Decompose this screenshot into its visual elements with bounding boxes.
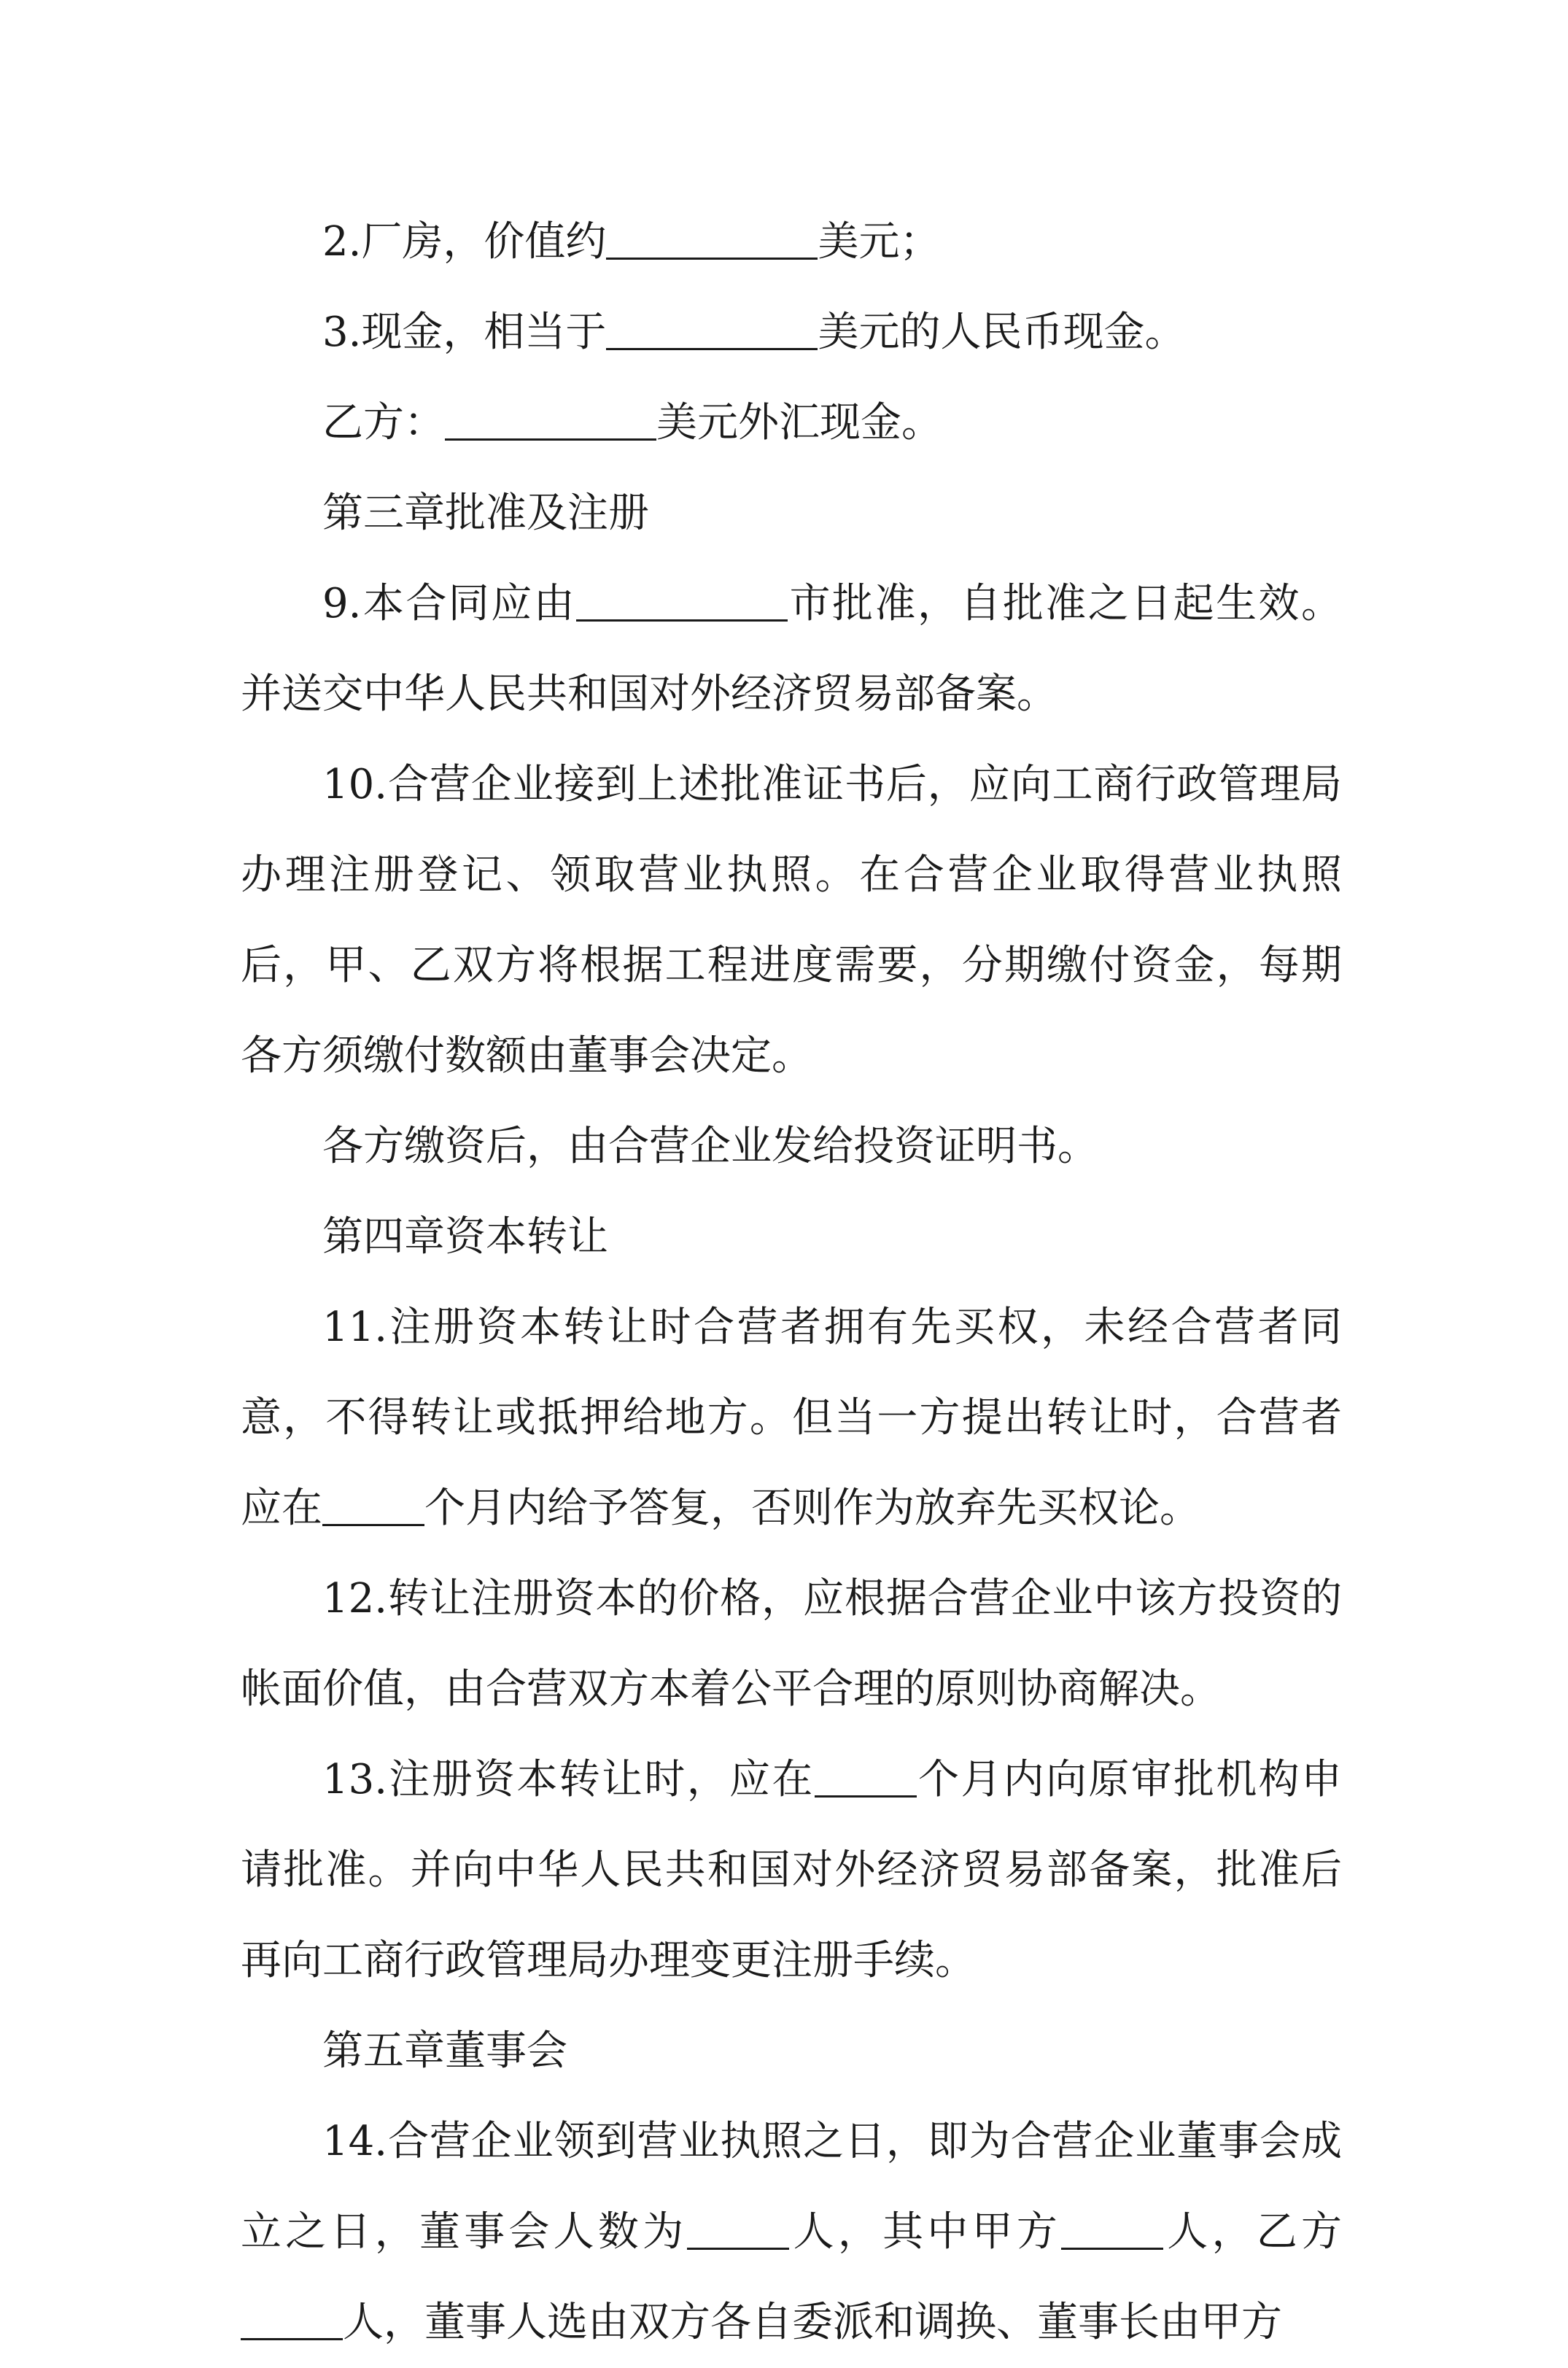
blank-field (241, 2302, 343, 2340)
clause-14: 14.合营企业领到营业执照之日，即为合营企业董事会成立之日，董事会人数为 人，其中甲方 人，乙方人，董事人选由双方各自委派和调换、董事长由甲方 (241, 2118, 1343, 2346)
party-b-contribution: 乙方： 美元外汇现金。 (322, 399, 942, 446)
clause-9: 9.本合同应由 市批准，自批准之日起生效。并送交中华人民共和国对外经济贸易部备案。 (241, 580, 1342, 718)
blank-field (576, 583, 788, 622)
blank-field (1061, 2211, 1163, 2250)
clause-13: 13.注册资本转让时，应在 个月内向原审批机构申请批准。并向中华人民共和国对外经济贸易部备案，批准后再向工商行政管理局办理变更注册手续。 (241, 1756, 1343, 1984)
clause-11: 11.注册资本转让时合营者拥有先买权，未经合营者同意，不得转让或抵押给地方。但当一方提出转让时，合营者应在 个月内给予答复，否则作为放弃先买权论。 (241, 1304, 1342, 1532)
item-cash: 3.现金，相当于 美元的人民币现金。 (322, 309, 1186, 356)
document-page (241, 197, 1342, 2368)
clause-12: 12.转让注册资本的价格，应根据合营企业中该方投资的帐面价值，由合营双方本着公平合理的原则协商解决。 (241, 1575, 1342, 1713)
blank-field (445, 402, 656, 441)
chapter-heading-4: 第四章资本转让 (322, 1213, 608, 1261)
clause-10-note: 各方缴资后，由合营企业发给投资证明书。 (322, 1123, 1098, 1170)
chapter-heading-5: 第五章董事会 (322, 2027, 567, 2075)
chapter-heading-3: 第三章批准及注册 (322, 490, 649, 537)
blank-field (815, 1759, 917, 1798)
clause-10: 10.合营企业接到上述批准证书后，应向工商行政管理局办理注册登记、领取营业执照。在合营企业取得营业执照后，甲、乙双方将根据工程进度需要，分期缴付资金，每期各方须缴付数额由董事会决定。 (241, 761, 1342, 1080)
blank-field (606, 312, 818, 350)
blank-field (322, 1487, 424, 1526)
blank-field (687, 2211, 789, 2250)
blank-field (606, 221, 818, 260)
item-factory-value: 2.厂房，价值约 美元； (322, 218, 941, 266)
